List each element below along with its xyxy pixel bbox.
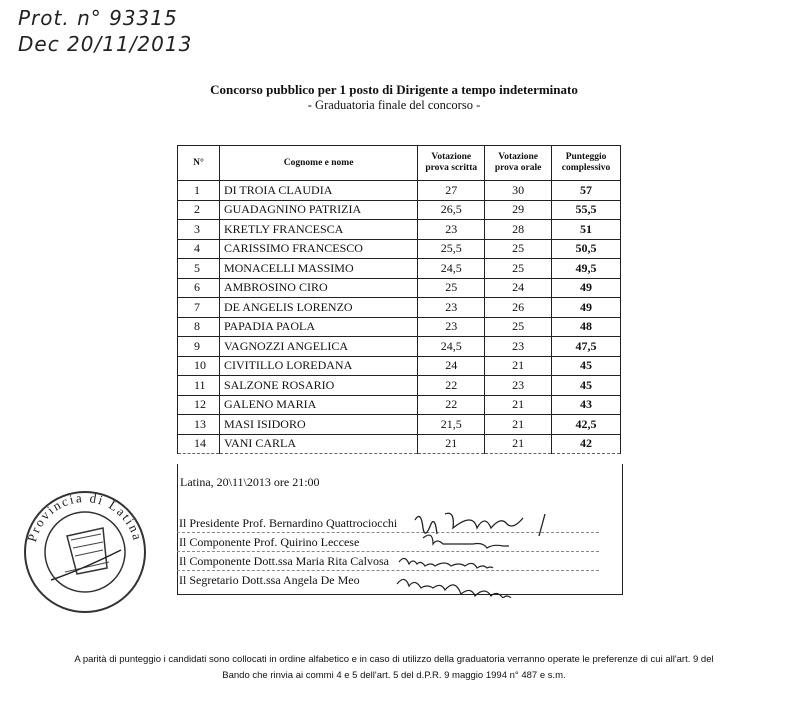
row-number: 6 xyxy=(178,278,220,298)
row-total-score: 42 xyxy=(552,434,621,454)
row-number: 3 xyxy=(178,220,220,240)
row-oral-score: 25 xyxy=(485,239,552,259)
row-total-score: 49 xyxy=(552,298,621,318)
document-title: Concorso pubblico per 1 posto di Dirigente a tempo indeterminato xyxy=(210,82,578,97)
row-written-score: 27 xyxy=(418,181,485,201)
row-written-score: 25 xyxy=(418,278,485,298)
protocol-date: Dec 20/11/2013 xyxy=(18,32,193,56)
header-number: N° xyxy=(178,146,220,181)
row-oral-score: 21 xyxy=(485,356,552,376)
row-number: 11 xyxy=(178,376,220,396)
row-number: 14 xyxy=(178,434,220,454)
row-written-score: 24,5 xyxy=(418,259,485,279)
row-total-score: 49 xyxy=(552,278,621,298)
row-total-score: 42,5 xyxy=(552,415,621,435)
row-oral-score: 24 xyxy=(485,278,552,298)
row-oral-score: 25 xyxy=(485,259,552,279)
row-written-score: 23 xyxy=(418,298,485,318)
table-row xyxy=(178,239,621,259)
row-written-score: 26,5 xyxy=(418,200,485,220)
row-number: 13 xyxy=(178,415,220,435)
row-number: 12 xyxy=(178,395,220,415)
signatory-label: Il Componente Dott.ssa Maria Rita Calvosa xyxy=(179,554,389,568)
row-written-score: 25,5 xyxy=(418,239,485,259)
table-row xyxy=(178,434,621,454)
row-number: 7 xyxy=(178,298,220,318)
row-written-score: 23 xyxy=(418,317,485,337)
row-oral-score: 21 xyxy=(485,415,552,435)
table-row xyxy=(178,337,621,357)
row-number: 9 xyxy=(178,337,220,357)
row-oral-score: 25 xyxy=(485,317,552,337)
table-row xyxy=(178,181,621,201)
row-number: 8 xyxy=(178,317,220,337)
table-row xyxy=(178,200,621,220)
table-row xyxy=(178,259,621,279)
row-total-score: 48 xyxy=(552,317,621,337)
header-oral: Votazione prova orale xyxy=(485,146,552,181)
header-total: Punteggio complessivo xyxy=(552,146,621,181)
footnote-line-1: A parità di punteggio i candidati sono collocati in ordine alfabetico e in caso di utilizzo della graduatoria verranno operate le preferenze di cui all'art. 9 del xyxy=(74,654,714,665)
row-oral-score: 26 xyxy=(485,298,552,318)
signatory-label: Il Presidente Prof. Bernardino Quattrociocchi xyxy=(179,516,398,530)
document-subtitle: - Graduatoria finale del concorso - xyxy=(307,98,481,112)
ranking-table xyxy=(177,145,621,454)
row-oral-score: 21 xyxy=(485,434,552,454)
footnote-line-2: Bando che rinvia ai commi 4 e 5 dell'art. 5 del d.P.R. 9 maggio 1994 n° 487 e s.m. xyxy=(222,670,566,681)
row-total-score: 51 xyxy=(552,220,621,240)
province-seal xyxy=(21,488,149,616)
row-total-score: 47,5 xyxy=(552,337,621,357)
table-header-row xyxy=(178,146,621,181)
row-oral-score: 30 xyxy=(485,181,552,201)
row-total-score: 57 xyxy=(552,181,621,201)
table-row xyxy=(178,376,621,396)
row-name: CARISSIMO FRANCESCO xyxy=(219,239,417,259)
row-written-score: 21,5 xyxy=(418,415,485,435)
header-name: Cognome e nome xyxy=(219,146,417,181)
row-number: 2 xyxy=(178,200,220,220)
row-total-score: 49,5 xyxy=(552,259,621,279)
row-name: GUADAGNINO PATRIZIA xyxy=(219,200,417,220)
row-written-score: 21 xyxy=(418,434,485,454)
signatory-label: Il Componente Prof. Quirino Leccese xyxy=(179,535,360,549)
row-written-score: 22 xyxy=(418,376,485,396)
protocol-number: Prot. n° 93315 xyxy=(18,6,178,30)
row-total-score: 43 xyxy=(552,395,621,415)
date-line: Latina, 20\11\2013 ore 21:00 xyxy=(180,475,320,489)
row-total-score: 55,5 xyxy=(552,200,621,220)
row-total-score: 45 xyxy=(552,376,621,396)
row-number: 10 xyxy=(178,356,220,376)
row-written-score: 22 xyxy=(418,395,485,415)
signatory-label: Il Segretario Dott.ssa Angela De Meo xyxy=(179,573,360,587)
table-row xyxy=(178,298,621,318)
row-name: CIVITILLO LOREDANA xyxy=(219,356,417,376)
row-number: 5 xyxy=(178,259,220,279)
handwritten-signatures xyxy=(395,508,585,598)
row-total-score: 50,5 xyxy=(552,239,621,259)
row-total-score: 45 xyxy=(552,356,621,376)
row-written-score: 23 xyxy=(418,220,485,240)
row-written-score: 24 xyxy=(418,356,485,376)
row-name: VANI CARLA xyxy=(219,434,417,454)
row-name: AMBROSINO CIRO xyxy=(219,278,417,298)
row-name: MONACELLI MASSIMO xyxy=(219,259,417,279)
row-name: MASI ISIDORO xyxy=(219,415,417,435)
row-oral-score: 23 xyxy=(485,337,552,357)
row-number: 4 xyxy=(178,239,220,259)
seal-text: Provincia di Latina xyxy=(24,489,146,544)
header-written: Votazione prova scritta xyxy=(418,146,485,181)
row-oral-score: 23 xyxy=(485,376,552,396)
row-oral-score: 28 xyxy=(485,220,552,240)
row-name: GALENO MARIA xyxy=(219,395,417,415)
table-row xyxy=(178,395,621,415)
table-row xyxy=(178,356,621,376)
row-name: DI TROIA CLAUDIA xyxy=(219,181,417,201)
table-row xyxy=(178,278,621,298)
table-row xyxy=(178,317,621,337)
table-row xyxy=(178,415,621,435)
row-name: VAGNOZZI ANGELICA xyxy=(219,337,417,357)
row-written-score: 24,5 xyxy=(418,337,485,357)
row-name: PAPADIA PAOLA xyxy=(219,317,417,337)
row-number: 1 xyxy=(178,181,220,201)
row-name: KRETLY FRANCESCA xyxy=(219,220,417,240)
row-name: SALZONE ROSARIO xyxy=(219,376,417,396)
row-oral-score: 21 xyxy=(485,395,552,415)
row-name: DE ANGELIS LORENZO xyxy=(219,298,417,318)
row-oral-score: 29 xyxy=(485,200,552,220)
table-row xyxy=(178,220,621,240)
